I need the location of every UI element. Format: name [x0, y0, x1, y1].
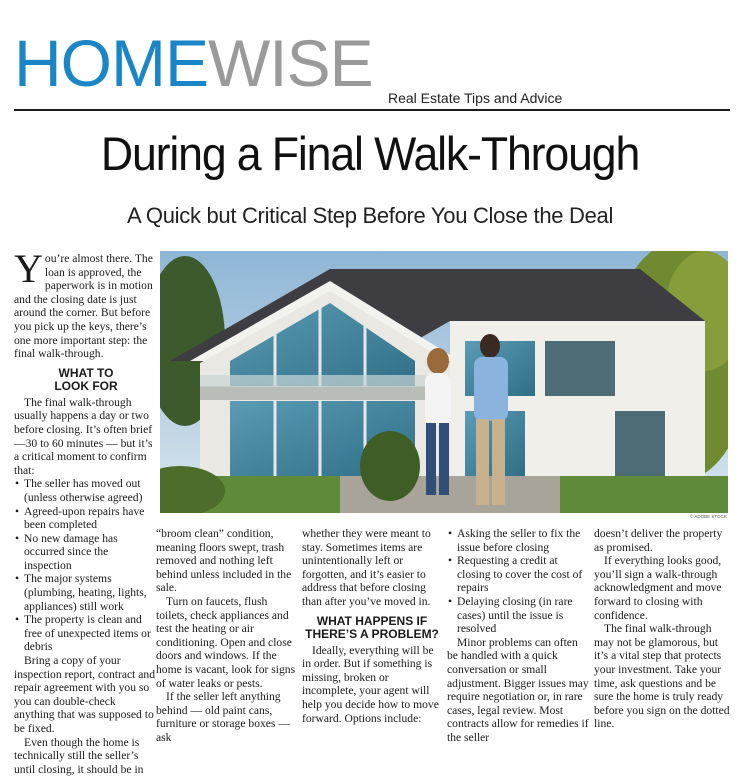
- paragraph: Minor problems can often be handled with a quick conversation or small adjustment. Bigger issues may require negotiation or, in rare cases, legal review. Most contracts allow for remedies if the seller: [447, 635, 589, 744]
- paragraph: whether they were meant to stay. Sometimes items are unintentionally left or forgotten, and it’s easier to address that before closing than after you’ve moved in.: [302, 527, 431, 608]
- subheadline: A Quick but Critical Step Before You Close the Deal: [126, 203, 614, 228]
- options-list: [447, 527, 589, 636]
- section-heading-problem: [302, 615, 442, 641]
- article-column-3: [302, 527, 442, 725]
- masthead-logo: [14, 26, 373, 100]
- heading-line-2: THERE’S A PROBLEM?: [305, 626, 439, 641]
- article-column-4: [447, 527, 589, 745]
- house-illustration: [160, 251, 728, 513]
- list-item: • Delaying closing (in rare cases) until the issue is resolved: [447, 595, 589, 636]
- article-column-2: [156, 527, 296, 745]
- logo-home: HOME: [14, 26, 208, 100]
- logo-wise: WISE: [208, 26, 373, 100]
- heading-line-1: WHAT TO: [58, 365, 114, 380]
- list-item: • Asking the seller to fix the issue before closing: [447, 527, 589, 554]
- heading-line-2: LOOK FOR: [54, 378, 118, 393]
- checklist: [14, 477, 158, 654]
- drop-cap: Y: [14, 246, 43, 291]
- paragraph: If the seller left anything behind — old paint cans, furniture or storage boxes — ask: [156, 690, 290, 744]
- article-column-1: [14, 246, 158, 776]
- paragraph: Bring a copy of your inspection report, contract and repair agreement with you so you can double-check anything that was supposed to be fixed.: [14, 654, 156, 735]
- paragraph: doesn’t deliver the property as promised.: [594, 527, 723, 554]
- paragraph: Ideally, everything will be in order. But if something is missing, broken or incomplete, your agent will help you decide how to move forward. Options include:: [302, 643, 439, 725]
- tagline: Real Estate Tips and Advice: [388, 90, 563, 106]
- list-item: • The major systems (plumbing, heating, lights, appliances) still work: [14, 572, 158, 613]
- photo-credit: © ADOBE STOCK: [690, 514, 727, 519]
- intro-text: ou’re almost there. The loan is approved, the paperwork is in motion and the closing date is just around the corner. But before you pick up the keys, there’s one more important step: the final walk-through.: [14, 252, 153, 361]
- list-item: • The property is clean and free of unexpected items or debris: [14, 613, 158, 654]
- house-photo: [160, 251, 728, 513]
- section-heading-look-for: [14, 367, 158, 393]
- list-item: • The seller has moved out (unless otherwise agreed): [14, 477, 158, 504]
- heading-line-1: WHAT HAPPENS IF: [316, 613, 428, 628]
- paragraph: The final walk-through may not be glamorous, but it’s a vital step that protects your investment. Take your time, ask questions and be sure the home is truly ready before you sign on the dotted line.: [594, 622, 730, 731]
- paragraph: Even though the home is technically still the seller’s until closing, it should be in: [14, 735, 144, 776]
- list-item: • Agreed-upon repairs have been completed: [14, 505, 158, 532]
- headline: During a Final Walk-Through: [100, 127, 640, 180]
- list-item: • No new damage has occurred since the inspection: [14, 532, 158, 573]
- paragraph: “broom clean” condition, meaning floors swept, trash removed and nothing left behind unless included in the sale.: [156, 527, 292, 595]
- paragraph: If everything looks good, you’ll sign a walk-through acknowledgment and move forward to closing with confidence.: [594, 554, 722, 622]
- paragraph: The final walk-through usually happens a day or two before closing. It’s often brief—30 to 60 minutes — but it’s a critical moment to confirm that:: [14, 395, 153, 477]
- list-item: • Requesting a credit at closing to cover the cost of repairs: [447, 554, 589, 595]
- masthead-rule: [14, 109, 730, 111]
- article-column-5: [594, 527, 734, 731]
- paragraph: Turn on faucets, flush toilets, check appliances and test the heating or air conditioning. Open and close doors and windows. If the home is vacant, look for signs of water leaks or pests.: [156, 594, 296, 690]
- intro-paragraph: [14, 246, 158, 361]
